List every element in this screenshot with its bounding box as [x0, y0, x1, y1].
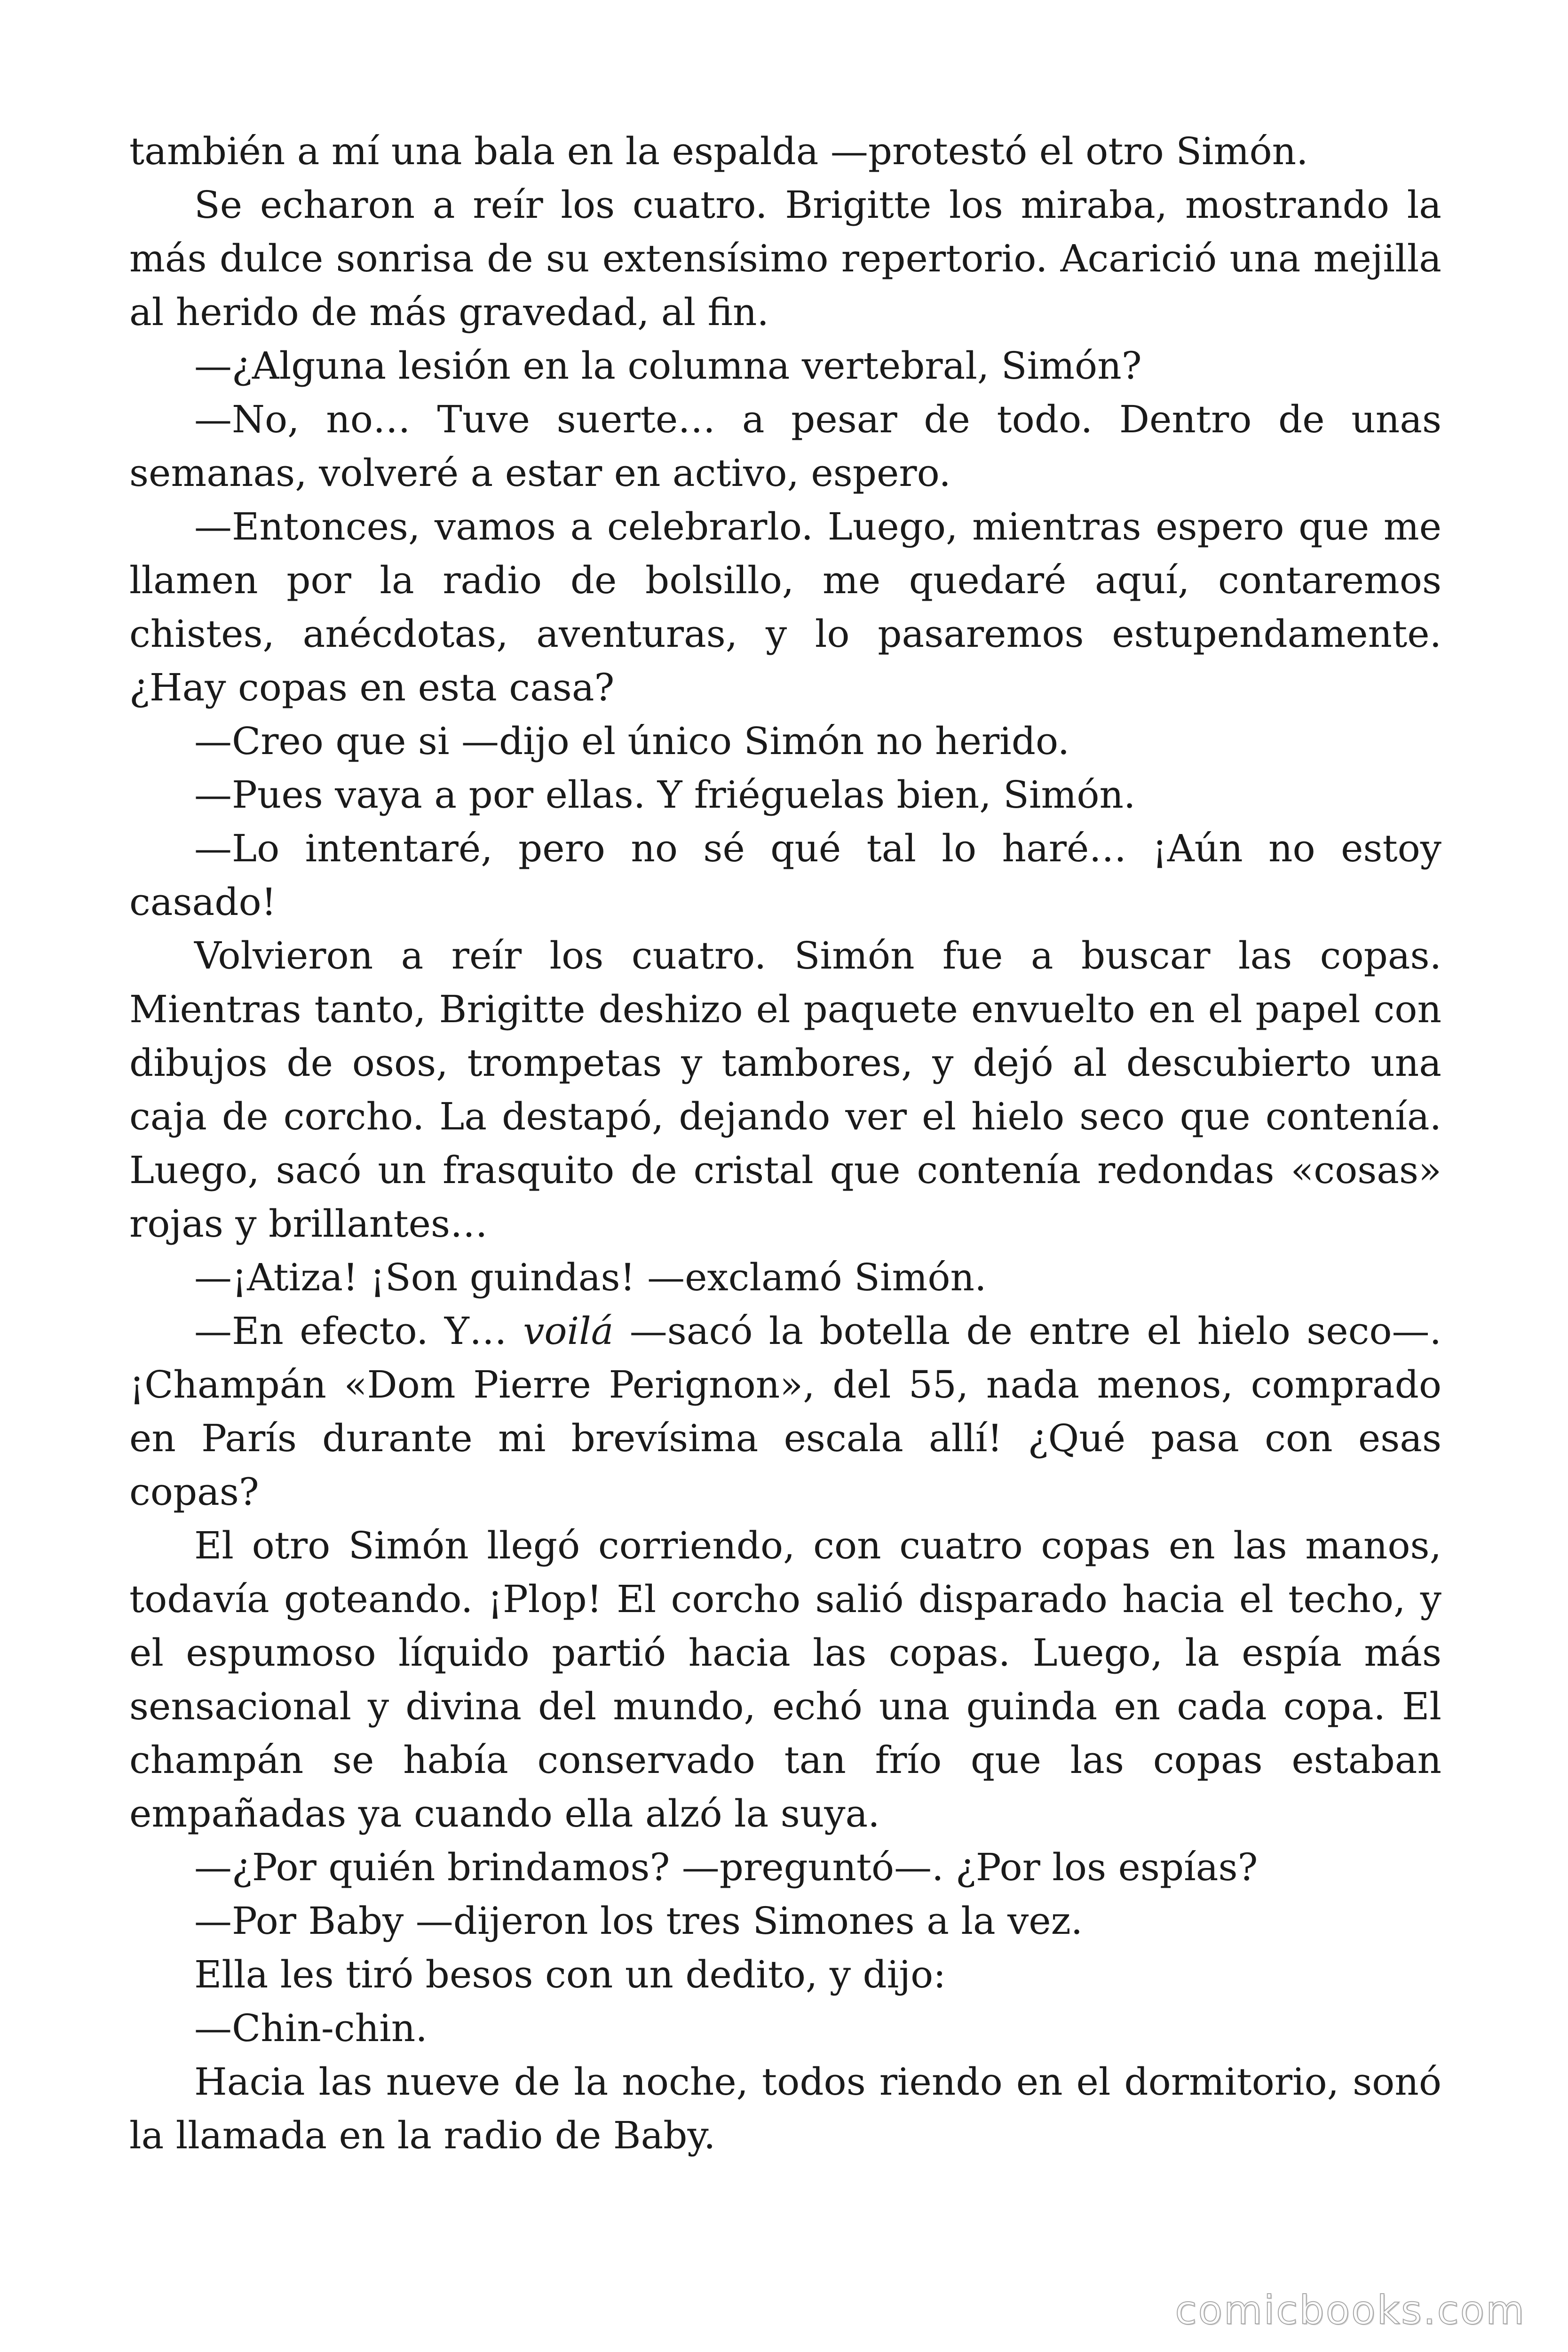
paragraph: [129, 1948, 1441, 2002]
paragraph: [129, 1251, 1441, 1304]
text-run: —Lo intentaré, pero no sé qué tal lo haré… ¡Aún no estoy casado!: [129, 826, 1441, 924]
text-run: Hacia las nueve de la noche, todos riendo en el dormitorio, sonó la llamada en la radio de Baby.: [129, 2060, 1441, 2157]
paragraph: [129, 1519, 1441, 1841]
text-run: —¡Atiza! ¡Son guindas! —exclamó Simón.: [194, 1255, 987, 1299]
text-run: —Entonces, vamos a celebrarlo. Luego, mientras espero que me llamen por la radio de bolsillo, me quedaré aquí, contaremos chistes, anécdotas, aventuras, y lo pasaremos estupendamente. ¿Hay copas en esta casa?: [129, 505, 1441, 709]
body-text: [129, 125, 1441, 2162]
paragraph: [129, 125, 1441, 178]
paragraph: [129, 1894, 1441, 1948]
paragraph: [129, 393, 1441, 500]
text-run: Ella les tiró besos con un dedito, y dijo:: [194, 1953, 946, 1996]
text-run: El otro Simón llegó corriendo, con cuatro copas en las manos, todavía goteando. ¡Plop! El corcho salió disparado hacia el techo, y el espumoso líquido partió hacia las copas. Luego, la espía más sensacional y divina del mundo, echó una guinda en cada copa. El champán se había conservado tan frío que las copas estaban empañadas ya cuando ella alzó la suya.: [129, 1524, 1441, 1836]
text-run: —No, no… Tuve suerte… a pesar de todo. Dentro de unas semanas, volveré a estar en activo, espero.: [129, 397, 1441, 495]
text-run: —Pues vaya a por ellas. Y friéguelas bien, Simón.: [194, 773, 1136, 817]
paragraph: [129, 2002, 1441, 2055]
text-run: —sacó la botella de entre el hielo seco—. ¡Champán «Dom Pierre Perignon», del 55, nada menos, comprado en París durante mi brevísima escala allí! ¿Qué pasa con esas copas?: [129, 1309, 1441, 1514]
text-run: también a mí una bala en la espalda —protestó el otro Simón.: [129, 129, 1308, 173]
paragraph: [129, 500, 1441, 715]
text-run: Se echaron a reír los cuatro. Brigitte los miraba, mostrando la más dulce sonrisa de su extensísimo repertorio. Acarició una mejilla al herido de más gravedad, al fin.: [129, 183, 1441, 334]
italic-run: voilá: [523, 1309, 614, 1353]
text-run: —¿Por quién brindamos? —preguntó—. ¿Por los espías?: [194, 1845, 1258, 1889]
paragraph: [129, 178, 1441, 339]
text-run: —En efecto. Y…: [194, 1309, 523, 1353]
watermark: comicbooks.com: [1175, 2287, 1526, 2333]
text-run: —Por Baby —dijeron los tres Simones a la vez.: [194, 1899, 1083, 1943]
paragraph: [129, 1841, 1441, 1894]
text-run: —¿Alguna lesión en la columna vertebral, Simón?: [194, 344, 1142, 388]
paragraph: [129, 929, 1441, 1251]
paragraph: [129, 1304, 1441, 1519]
paragraph: [129, 715, 1441, 768]
text-run: —Creo que si —dijo el único Simón no herido.: [194, 719, 1070, 763]
paragraph: [129, 2055, 1441, 2162]
text-run: —Chin-chin.: [194, 2006, 428, 2050]
text-run: Volvieron a reír los cuatro. Simón fue a buscar las copas. Mientras tanto, Brigitte deshizo el paquete envuelto en el papel con dibujos de osos, trompetas y tambores, y dejó al descubierto una caja de corcho. La destapó, dejando ver el hielo seco que contenía. Luego, sacó un frasquito de cristal que contenía redondas «cosas» rojas y brillantes…: [129, 934, 1441, 1246]
paragraph: [129, 768, 1441, 822]
paragraph: [129, 339, 1441, 393]
paragraph: [129, 822, 1441, 929]
